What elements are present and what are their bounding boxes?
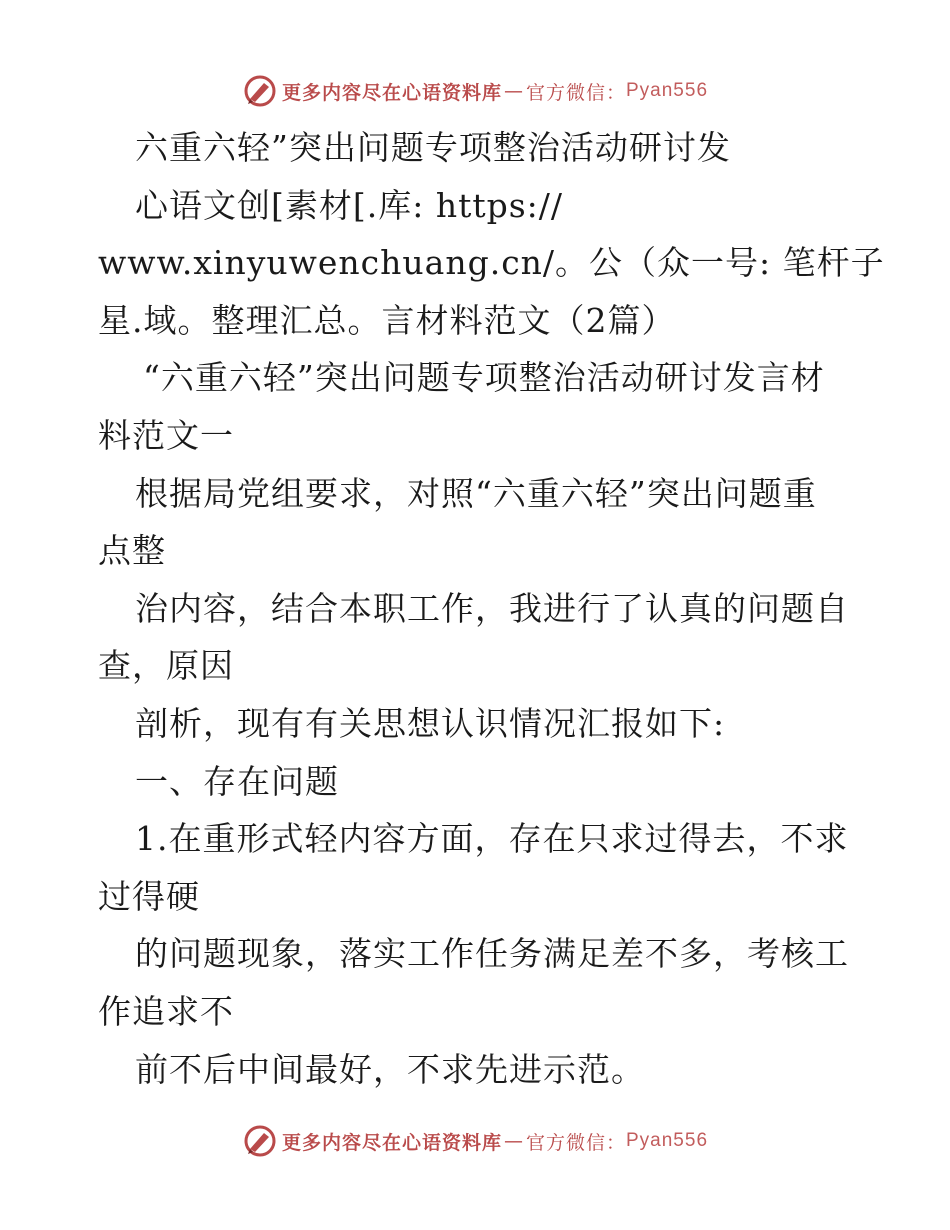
watermark-wechat-label: 官方微信：	[525, 81, 626, 104]
watermark-site-text: 更多内容尽在心语资料库	[281, 1131, 502, 1154]
watermark-wechat-id: Pyan556	[626, 80, 709, 101]
pen-logo-icon	[242, 73, 278, 109]
paragraph-line: 的问题现象，落实工作任务满足差不多，考核工	[135, 934, 849, 974]
source-line-2: www.xinyuwenchuang.cn/。公（众一号: 笔杆子	[98, 243, 885, 283]
paragraph-line: 前不后中间最好，不求先进示范。	[135, 1049, 645, 1089]
paragraph-line: 点整	[98, 531, 166, 571]
paragraph-line: 1.在重形式轻内容方面，存在只求过得去，不求	[135, 819, 849, 859]
watermark-footer	[0, 1121, 950, 1161]
source-line-3: 星.域。整理汇总。言材料范文（2篇）	[98, 300, 676, 340]
document-body	[98, 119, 885, 1098]
watermark-wechat-label: 官方微信：	[525, 1131, 626, 1154]
heading-line-1: “六重六轻”突出问题专项整治活动研讨发言材	[143, 358, 825, 398]
watermark-wechat-id: Pyan556	[626, 1130, 709, 1151]
paragraph-line: 查，原因	[98, 646, 234, 686]
pen-logo-icon	[242, 1123, 278, 1159]
watermark-dash: —	[503, 1130, 524, 1152]
section-heading: 一、存在问题	[135, 761, 339, 801]
paragraph-line: 过得硬	[98, 876, 200, 916]
paragraph-line: 作追求不	[98, 991, 234, 1031]
paragraph-line: 治内容，结合本职工作，我进行了认真的问题自	[135, 588, 849, 628]
watermark-dash: —	[503, 80, 524, 102]
heading-line-2: 料范文一	[98, 415, 234, 455]
paragraph-line: 剖析，现有有关思想认识情况汇报如下:	[135, 703, 726, 743]
watermark-site-text: 更多内容尽在心语资料库	[281, 81, 502, 104]
paragraph-line: 根据局党组要求，对照“六重六轻”突出问题重	[135, 473, 817, 513]
title-line-1: 六重六轻”突出问题专项整治活动研讨发	[135, 128, 731, 167]
watermark-header	[0, 71, 950, 111]
source-line-1: 心语文创[素材[.库: https://	[135, 185, 564, 225]
